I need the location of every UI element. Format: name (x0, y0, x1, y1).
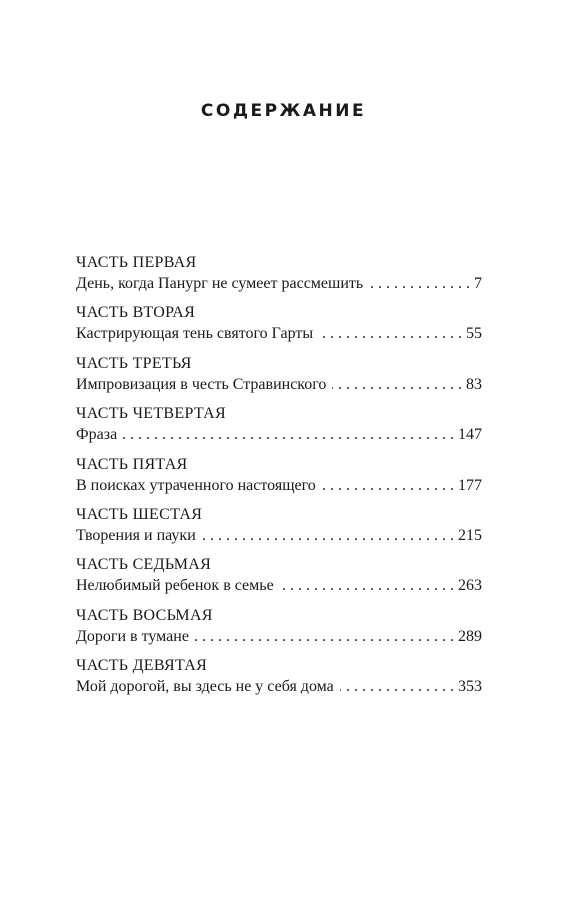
page-number: 147 (458, 426, 482, 444)
chapter-title: Импровизация в честь Стравинского (76, 375, 327, 393)
part-label: ЧАСТЬ ЧЕТВЕРТАЯ (76, 405, 226, 423)
toc-entry-9[interactable] (76, 656, 482, 706)
dot-leader (280, 575, 454, 597)
part-label: ЧАСТЬ ШЕСТАЯ (76, 505, 203, 523)
page-number: 263 (458, 577, 482, 595)
part-label: ЧАСТЬ ПЕРВАЯ (76, 254, 197, 271)
toc-line (76, 424, 482, 446)
chapter-title: Дороги в тумане (76, 627, 189, 645)
toc-line (76, 374, 482, 396)
table-of-contents (76, 253, 482, 707)
page-number: 353 (458, 678, 482, 696)
toc-line (76, 273, 482, 295)
part-label: ЧАСТЬ ТРЕТЬЯ (76, 354, 192, 372)
dot-leader (123, 424, 454, 446)
toc-line (76, 626, 482, 648)
chapter-title: Мой дорогой, вы здесь не у себя дома (76, 678, 334, 696)
toc-entry-4[interactable] (76, 404, 482, 454)
dot-leader (195, 626, 454, 648)
chapter-title: День, когда Панург не сумеет рассмешить (76, 275, 364, 292)
page-number: 215 (458, 526, 482, 544)
page-number: 55 (466, 325, 482, 343)
dot-leader (202, 525, 454, 547)
toc-entry-2[interactable] (76, 303, 482, 353)
toc-entry-1[interactable] (76, 253, 482, 303)
toc-entry-7[interactable] (76, 555, 482, 605)
chapter-title: Кастрирующая тень святого Гарты (76, 325, 314, 343)
dot-leader (322, 475, 454, 497)
page-number: 177 (458, 476, 482, 494)
toc-entry-5[interactable] (76, 455, 482, 505)
toc-line (76, 475, 482, 497)
part-label: ЧАСТЬ ВТОРАЯ (76, 304, 196, 322)
dot-leader (340, 676, 454, 698)
dot-leader (369, 273, 470, 295)
page-number: 83 (466, 375, 482, 393)
toc-line (76, 575, 482, 597)
part-label: ЧАСТЬ ДЕВЯТАЯ (76, 657, 208, 675)
dot-leader (332, 374, 462, 396)
part-label: ЧАСТЬ ПЯТАЯ (76, 455, 188, 473)
page-number: 7 (474, 275, 482, 292)
toc-line (76, 323, 482, 345)
toc-line (76, 676, 482, 698)
toc-entry-3[interactable] (76, 354, 482, 404)
part-label: ЧАСТЬ СЕДЬМАЯ (76, 556, 212, 574)
toc-line (76, 525, 482, 547)
chapter-title: В поисках утраченного настоящего (76, 476, 316, 494)
chapter-title: Творения и пауки (76, 526, 196, 544)
page-title: СОДЕРЖАНИЕ (200, 101, 367, 121)
page-number: 289 (458, 627, 482, 645)
chapter-title: Нелюбимый ребенок в семье (76, 577, 274, 595)
toc-entry-8[interactable] (76, 606, 482, 656)
toc-entry-6[interactable] (76, 505, 482, 555)
chapter-title: Фраза (76, 426, 118, 444)
dot-leader (319, 323, 462, 345)
part-label: ЧАСТЬ ВОСЬМАЯ (76, 606, 213, 624)
